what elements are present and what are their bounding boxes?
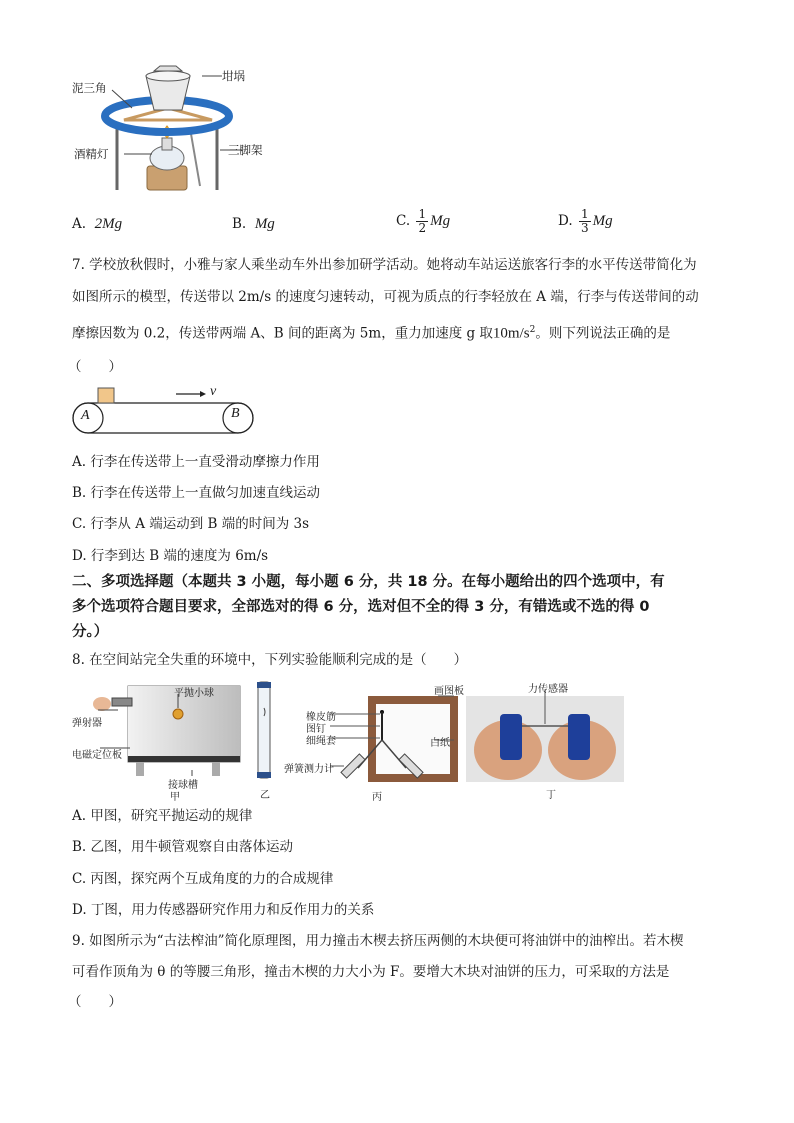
fraction-one-half: $\frac{1}{2}$ [418,207,427,235]
caption-jia: 甲 [170,792,180,803]
label-white-paper: 白纸 [430,738,450,749]
section2-line-3: 分。） [72,624,109,640]
end-b-label: B [231,406,240,421]
q9-line-2: 可看作顶角为 θ 的等腰三角形，撞击木楔的力大小为 F。要增大木块对油饼的压力，可采取的方法是 [72,964,670,980]
fraction-one-third: $\frac{1}{3}$ [580,207,589,235]
q8-option-c: C. 丙图，探究两个互成角度的力的合成规律 [72,871,334,887]
crucible-figure [72,58,282,198]
label-crucible: 坩埚 [222,69,245,83]
label-drawing-board: 画图板 [434,686,464,697]
label-catch-groove: 接球槽 [168,780,198,791]
label-clay-triangle: 泥三角 [72,81,107,95]
caption-yi: 乙 [260,790,270,801]
figure-jia [72,680,244,803]
projectile-apparatus [72,680,244,798]
q8-stem: 8. 在空间站完全失重的环境中，下列实验能顺利完成的是（ ） [72,652,468,668]
q9-answer-bracket: （ ） [68,994,122,1010]
q6-option-c: C. $\frac{1}{2}$ Mg [396,207,451,235]
q7-answer-bracket: （ ） [68,359,122,375]
q7-option-c: C. 行李从 A 端运动到 B 端的时间为 3s [72,516,310,532]
q8-option-b: B. 乙图，用牛顿管观察自由落体运动 [72,839,294,855]
section2-line-2: 多个选项符合题目要求，全部选对的得 6 分，选对但不全的得 3 分，有错选或不选的得 0 [72,599,650,615]
label-projectile-ball: 平抛小球 [174,688,214,699]
q6-option-b: B. Mg [232,216,275,232]
caption-bing: 丙 [372,792,382,803]
q6-option-d: D. $\frac{1}{3}$ Mg [558,207,613,235]
q9-line-1: 9. 如图所示为“古法榨油”简化原理图，用力撞击木楔去挤压两侧的木块便可将油饼中的油榨出。若木楔 [72,933,684,949]
q7-option-b: B. 行李在传送带上一直做匀加速直线运动 [72,485,321,501]
q7-option-a: A. 行李在传送带上一直受滑动摩擦力作用 [72,454,320,470]
end-a-label: A [81,408,90,423]
label-pushpin: 图钉 [306,724,326,735]
q7-line-2: 如图所示的模型，传送带以 2m/s 的速度匀速转动，可视为质点的行李轻放在 A 端，行李与传送带间的动 [72,289,699,305]
q7-option-d: D. 行李到达 B 端的速度为 6m/s [72,548,269,564]
q7-line-3: 摩擦因数为 0.2，传送带两端 A、B 间的距离为 5m，重力加速度 g 取$10m/s^2$。则下列说法正确的是 [72,325,671,342]
label-launcher: 弹射器 [72,718,102,729]
conveyor-figure [72,384,264,442]
caption-ding: 丁 [546,790,556,801]
q8-option-d: D. 丁图，用力传感器研究作用力和反作用力的关系 [72,902,375,918]
label-rope-loop: 细绳套 [306,736,336,747]
label-spring-scale: 弹簧测力计 [284,764,334,775]
label-tripod: 三脚架 [228,143,263,157]
label-alcohol-lamp: 酒精灯 [74,147,109,161]
velocity-label: v [210,384,217,399]
section2-line-1: 二、多项选择题（本题共 3 小题，每小题 6 分，共 18 分。在每小题给出的四个选项中，有 [72,574,665,590]
label-force-sensor: 力传感器 [528,684,568,695]
q6-option-a: A. 2Mg [72,216,123,232]
label-rubber-band: 橡皮筋 [306,712,336,723]
q8-option-a: A. 甲图，研究平抛运动的规律 [72,808,253,824]
label-locating-plate: 电磁定位板 [72,750,122,761]
newton-tube [252,680,276,782]
figure-yi [252,680,276,801]
figure-ding [466,680,624,801]
q7-line-1: 7. 学校放秋假时，小雅与家人乘坐动车外出参加研学活动。她将动车站运送旅客行李的水平传送带简化为 [72,257,697,273]
figure-bing [284,686,464,803]
force-sensor-photo [466,680,624,784]
crucible-illustration [72,58,282,198]
